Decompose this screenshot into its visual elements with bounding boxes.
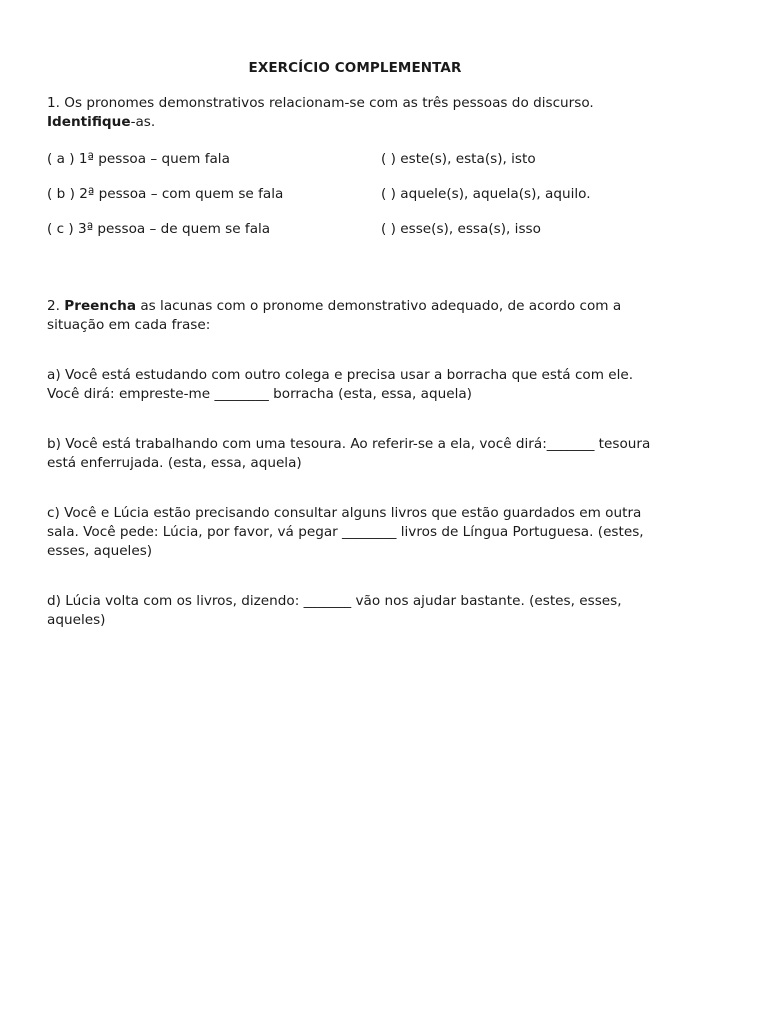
matching-pronoun: ( ) este(s), esta(s), isto xyxy=(381,151,536,167)
matching-pronoun: ( ) aquele(s), aquela(s), aquilo. xyxy=(381,186,591,202)
question-2-item-c: c) Você e Lúcia estão precisando consultar alguns livros que estão guardados em outra sala. Você pede: Lúcia, por favor, vá pegar ________ livros de Língua Portuguesa. (estes, esses, aqueles) xyxy=(47,505,644,559)
question-2-prompt xyxy=(47,297,667,335)
matching-person: ( c ) 3ª pessoa – de quem se fala xyxy=(47,221,271,237)
matching-row xyxy=(47,221,667,241)
matching-pronoun: ( ) esse(s), essa(s), isso xyxy=(381,221,541,237)
matching-person: ( b ) 2ª pessoa – com quem se fala xyxy=(47,186,284,202)
question-2-item-a: a) Você está estudando com outro colega e precisa usar a borracha que está com ele. Você dirá: empreste-me ________ borracha (esta, essa, aquela) xyxy=(47,367,634,402)
question-2-number: 2. xyxy=(47,298,65,314)
matching-person: ( a ) 1ª pessoa – quem fala xyxy=(47,151,230,167)
matching-row xyxy=(47,186,667,206)
question-1-text-end: -as. xyxy=(130,114,156,130)
question-2-item-b: b) Você está trabalhando com uma tesoura. Ao referir-se a ela, você dirá:_______ tesoura está enferrujada. (esta, essa, aquela) xyxy=(47,436,651,471)
page-title: EXERCÍCIO COMPLEMENTAR xyxy=(248,60,462,76)
question-1-prompt xyxy=(47,94,667,132)
matching-row xyxy=(47,151,667,171)
question-1-text: 1. Os pronomes demonstrativos relacionam-se com as três pessoas do discurso. xyxy=(47,95,594,111)
question-1-instruction: Identifique xyxy=(47,114,131,130)
question-2-instruction: Preencha xyxy=(64,298,136,314)
question-2-item-d: d) Lúcia volta com os livros, dizendo: _______ vão nos ajudar bastante. (estes, esses, aqueles) xyxy=(47,593,622,628)
question-2-text: as lacunas com o pronome demonstrativo adequado, de acordo com a situação em cada frase: xyxy=(47,298,622,333)
